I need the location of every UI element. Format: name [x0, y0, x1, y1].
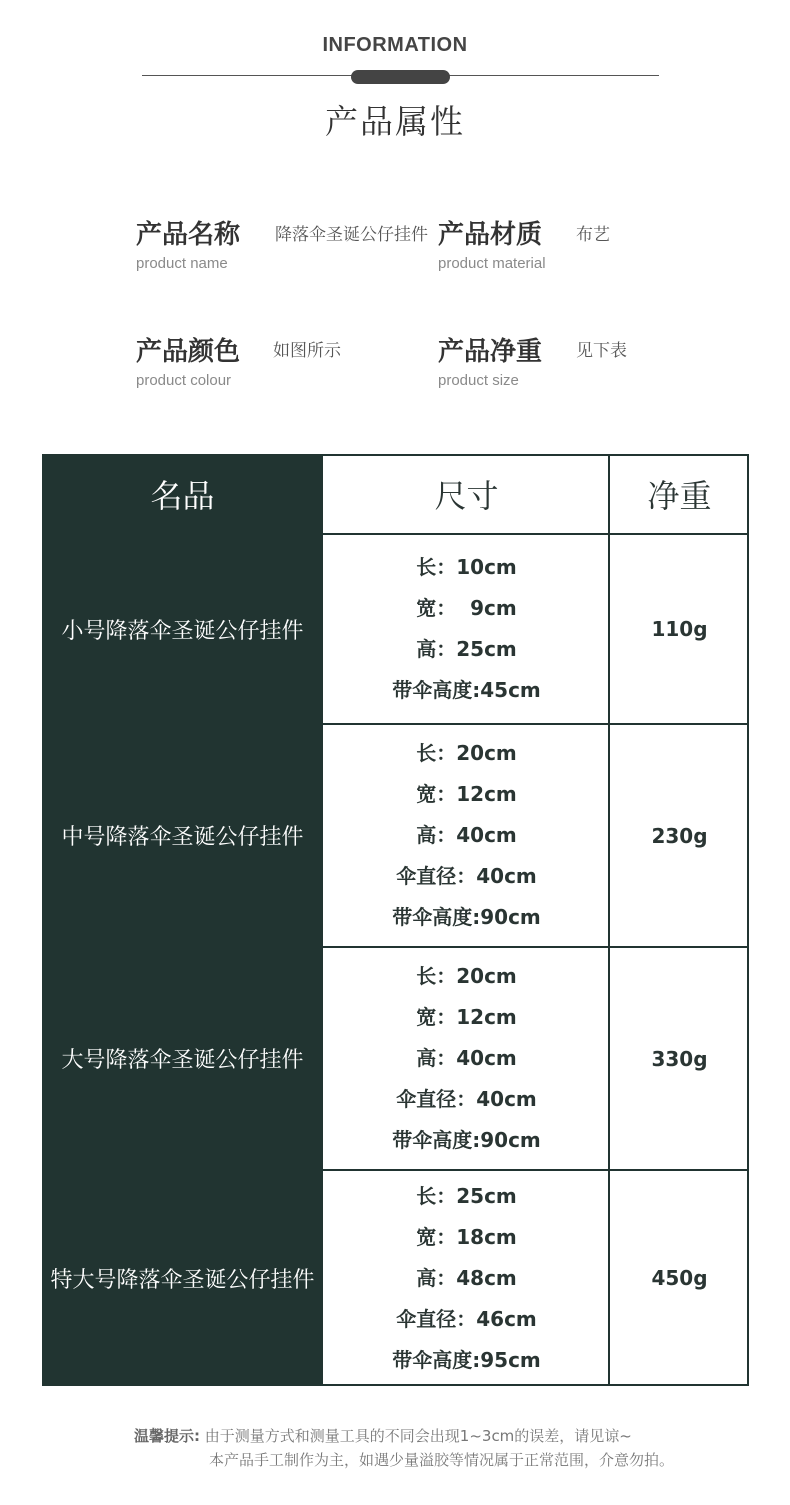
- tip-label: 温馨提示:: [134, 1427, 200, 1445]
- row-weight-extra-large: 450g: [651, 1266, 708, 1290]
- size-height: 高：25cm: [416, 637, 517, 661]
- row-name-large: 大号降落伞圣诞公仔挂件: [61, 1048, 304, 1073]
- attr-product-colour: [136, 331, 240, 389]
- size-width: 宽：12cm: [416, 1005, 517, 1029]
- footer-line-1: [134, 1424, 674, 1448]
- footer-note: [134, 1424, 674, 1472]
- row-size-large: [323, 947, 610, 1170]
- size-umbrella-diameter: 伞直径：40cm: [396, 864, 537, 888]
- size-umbrella-diameter: 伞直径：46cm: [396, 1306, 537, 1331]
- header-weight: 净重: [647, 477, 712, 515]
- size-width: 宽：12cm: [416, 782, 517, 806]
- size-width: 宽： 9cm: [416, 596, 517, 620]
- size-width: 宽：18cm: [416, 1224, 517, 1249]
- size-height-with-umbrella: 带伞高度:45cm: [392, 678, 541, 702]
- header-size: 尺寸: [434, 477, 499, 515]
- size-length: 长：25cm: [416, 1183, 517, 1208]
- size-umbrella-diameter: 伞直径：40cm: [396, 1087, 537, 1111]
- attr-label: 产品颜色: [136, 337, 241, 367]
- attr-product-name: [136, 214, 240, 272]
- header-name: 名品: [150, 477, 215, 515]
- size-length: 长：10cm: [416, 555, 517, 579]
- size-height: 高：40cm: [416, 823, 517, 847]
- row-size-medium: [323, 724, 610, 947]
- tip-text-1: 由于测量方式和测量工具的不同会出现1~3cm的误差，请见谅~: [204, 1427, 632, 1445]
- size-length: 长：20cm: [416, 741, 517, 765]
- row-weight-large: 330g: [651, 1046, 708, 1071]
- section-title: 产品属性: [325, 102, 465, 141]
- row-name-extra-large: 特大号降落伞圣诞公仔挂件: [50, 1267, 315, 1293]
- tip-text-2: 本产品手工制作为主，如遇少量溢胶等情况属于正常范围，介意勿拍。: [209, 1451, 675, 1469]
- header-pill-accent: [351, 70, 450, 84]
- attr-label: 产品净重: [438, 337, 543, 367]
- size-table: [42, 454, 749, 1386]
- attr-sub-label: product size: [438, 372, 519, 389]
- attr-value-product-weight: 见下表: [576, 341, 627, 361]
- row-weight-medium: 230g: [651, 823, 708, 848]
- attr-product-weight: [438, 331, 542, 389]
- attr-label: 产品材质: [438, 220, 543, 250]
- size-height-with-umbrella: 带伞高度:90cm: [392, 905, 541, 929]
- attr-value-product-colour: 如图所示: [273, 341, 341, 361]
- attr-product-material: [438, 214, 546, 272]
- attr-sub-label: product material: [438, 255, 546, 272]
- row-name-medium: 中号降落伞圣诞公仔挂件: [61, 825, 304, 850]
- size-height-with-umbrella: 带伞高度:90cm: [392, 1128, 541, 1152]
- attr-value-product-name: 降落伞圣诞公仔挂件: [275, 225, 428, 245]
- row-weight-small: 110g: [651, 617, 708, 641]
- size-height-with-umbrella: 带伞高度:95cm: [392, 1347, 541, 1372]
- attr-value-product-material: 布艺: [576, 225, 610, 245]
- size-height: 高：40cm: [416, 1046, 517, 1070]
- attr-sub-label: product name: [136, 255, 228, 272]
- size-height: 高：48cm: [416, 1265, 517, 1290]
- size-length: 长：20cm: [416, 964, 517, 988]
- row-name-small: 小号降落伞圣诞公仔挂件: [61, 618, 304, 644]
- attr-label: 产品名称: [136, 220, 241, 250]
- info-title: INFORMATION: [322, 34, 468, 56]
- attr-sub-label: product colour: [136, 372, 232, 389]
- row-size-small: [323, 534, 610, 724]
- row-size-extra-large: [323, 1170, 610, 1386]
